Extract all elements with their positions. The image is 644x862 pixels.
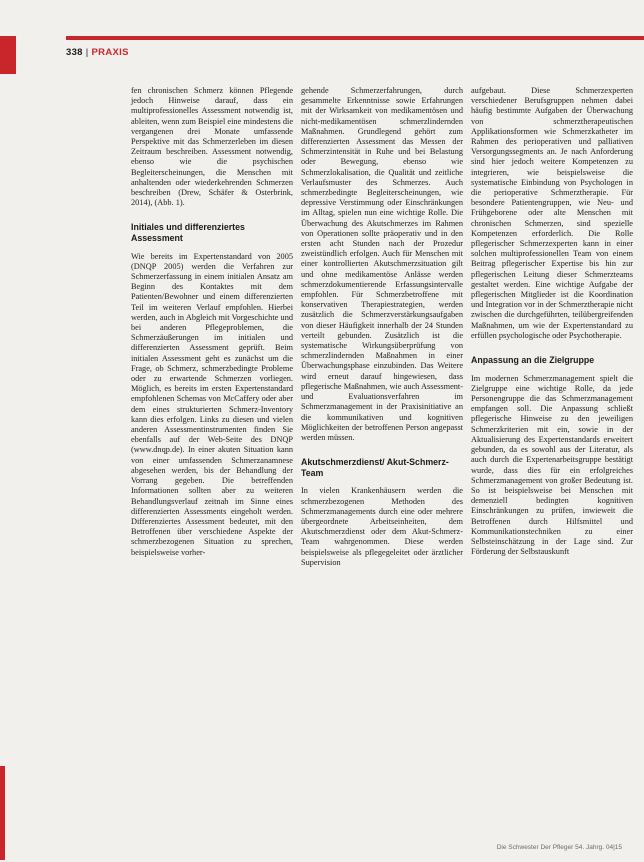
text-column-1 <box>131 86 293 558</box>
paragraph: Wie bereits im Expertenstandard von 2005 (DNQP 2005) werden die Verfahren zur Schmerzerfassung in einem initialen Ansatz am Beginn des Kontaktes mit dem Patienten/Bewohner und einem differenzierten Teil im weiteren Verlauf empfohlen. Hierbei werden, auch in Abgleich mit Vorgeschichte und bei anderen Pflegeproblemen, die Schmerzäußerungen im initialen und differenzierten Assessment geprüft. Beim initialen Assessment geht es zunächst um die Frage, ob Schmerz, schmerzbedingte Probleme oder zu erwartende Schmerzen vorliegen. Möglich, es bereits im ersten Expertenstandard empfohlenen Schemas von McCaffery oder aber dem eines strukturierten Schmerz-Inventory kann dies erfolgen. Links zu diesen und vielen anderen Assessmentinstrumenten finden Sie ebenfalls auf der Web-Seite des DNQP (www.dnqp.de). In einer akuten Situation kann von einer umfassenden Schmerzanamnese abgesehen werden, bis der Behandlung der Vorrang gegeben. Die betreffenden Informationen sollten aber zu weiteren Behandlungsverlauf zeitnah im Sinne eines differenzierten Assessments eingeholt werden. Differenziertes Assessment bedeutet, mit den Betroffenen über verschiedene Aspekte der schmerzbezogenen Situation zu sprechen, beispielsweise vorher- <box>131 251 293 557</box>
subheading: Akutschmerzdienst/ Akut-Schmerz-Team <box>301 457 449 478</box>
paragraph: fen chronischen Schmerz können Pflegende jedoch Hinweise darauf, dass ein multiprofessionelles Assessment notwendig ist, ableiten, wenn zum Beispiel eine mindestens die vergangenen drei Monate umfassende Perspektive mit das Schmerzerleben im diesen Zeitraum beschreiben. Assessment notwendig, ebenso wie die psychischen Begleiterscheinungen, die Menschen mit anhaltenden oder wiederkehrenden Schmerzen beschreiben (Drew, Schäfer & Osterbrink, 2014), (Abb. 1). <box>131 86 293 208</box>
paragraph: In vielen Krankenhäusern werden die schmerzbezogenen Methoden des Schmerzmanagements durch eine oder mehrere übergeordnete Arbeitseinheiten, dem Akutschmerzdienst oder dem Akut-Schmerz-Team wahrgenommen. Diese werden beispielsweise als pflegegeleitet oder ärztlicher Supervision <box>301 486 463 567</box>
red-margin-strip <box>0 766 5 860</box>
header-separator: | <box>85 47 89 58</box>
section-label: PRAXIS <box>91 47 129 58</box>
paragraph: aufgebaut. Diese Schmerzexperten verschiedener Berufsgruppen nehmen dabei häufig bestimmte Aufgaben der Überwachung von schmerztherapeutischen Applikationsformen wie Schmerzkatheter im Rahmen des perioperativen und palliativen Versorgungssegments an. Je nach Anforderung sind hier jedoch weitere Kompetenzen zu integrieren, wie beispielsweise die systematische Einbindung von Psychologen in die perioperative Schmerztherapie. Für besondere Patientengruppen, wie Neu- und Frühgeborene oder alte Menschen mit chronischen Schmerzen, sind spezielle Kompetenzen erforderlich. Die Rolle pflegerischer Schmerzexperten kann in einer solchen multiprofessionellen Team von einem Beitrag pflegerischer Expertise bis hin zur pflegerischen Leitung dieser Schmerzteams gestaltet werden. Eine wichtige Aufgabe der pflegerischen Mitglieder ist die Koordination und Integration vor in der Schmerztherapie nicht zwischen die durchgeführten, teilübergreifenden Maßnahmen, um wie der Expertenstandard zu erfüllen psychologische oder Psychotherapie. <box>471 86 633 340</box>
subheading: Anpassung an die Zielgruppe <box>471 355 595 366</box>
text-column-2 <box>301 86 463 568</box>
page-footer: Die Schwester Der Pfleger 54. Jahrg. 04|15 <box>496 844 622 851</box>
header-rule <box>66 36 644 40</box>
page-number: 338 <box>66 47 83 58</box>
paragraph: Im modernen Schmerzmanagement spielt die Zielgruppe eine wichtige Rolle, da jede Personengruppe die das Schmerzmanagement empfangen soll. Die Anpassung schließt pflegerische Hinweise zu den jeweiligen Schmerzkriterien mit ein, sowie in der Aktualisierung des Expertenstandards erweitert gebunden, da es sowohl aus der Literatur, als auch durch die Expertenarbeitsgruppe bestätigt wurde, dass dies für ein erfolgreiches Schmerzmanagement von großer Bedeutung ist. So ist beispielsweise bei Menschen mit demenziell bedingten kognitiven Einschränkungen zu prüfen, inwieweit die Betroffenen durch Hilfsmittel und Kommunikationstechniken zu einer Selbsteinschätzung in der Lage sind. Zur Förderung der Selbstauskunft <box>471 373 633 557</box>
page-header <box>66 47 129 58</box>
red-margin-tab <box>0 36 16 74</box>
text-column-3 <box>471 86 633 557</box>
paragraph: gehende Schmerzerfahrungen, durch gesammelte Erkenntnisse sowie Erfahrungen mit der Wirksamkeit von medikamentösen und nicht-medikamentösen schmerzlindernden Maßnahmen. Grundlegend gehört zum differenzierten Assessment das Messen der Schmerzintensität in Ruhe und bei Belastung oder Bewegung, ebenso wie Schmerzlokalisation, die Qualität und zeitliche Verlaufsmuster des Schmerzes. Auch schmerzbedingte Begleiterscheinungen, wie depressive Verstimmung oder Einschränkungen im Alltag, spielen nun eine wichtige Rolle. Die Überwachung des Akutschmerzes im Rahmen von Operationen sollte präoperativ und in den ersten acht Stunden nach der Prozedur zweistündlich erfolgen. Auch für Menschen mit einer kontrollierten Akutschmerzsituation gilt und ohne medikamentöse Anlässe werden schmerzdokumentierende Erfassungsintervalle empfohlen. Für Schmerzbetroffene mit konservativen Therapiestrategien, werden zusätzlich die Schmerzverstärkungsaufgaben von dieser Häufigkeit innerhalb der 24 Stunden verteilt gebunden. Zusätzlich ist die systematische Wirkungsüberprüfung von schmerzlindernden Maßnahmen in einer Überwachungsphase einzubinden. Das Weitere wird erneut darauf hingewiesen, dass pflegerische Maßnahmen, wie auch Assessment- und Evaluationsverfahren im Schmerzmanagement in der Praxisinitiative an die kommunikativen und kognitiven Möglichkeiten der betroffenen Person angepasst werden müssen. <box>301 86 463 442</box>
subheading: Initiales und differenziertes Assessment <box>131 222 245 244</box>
